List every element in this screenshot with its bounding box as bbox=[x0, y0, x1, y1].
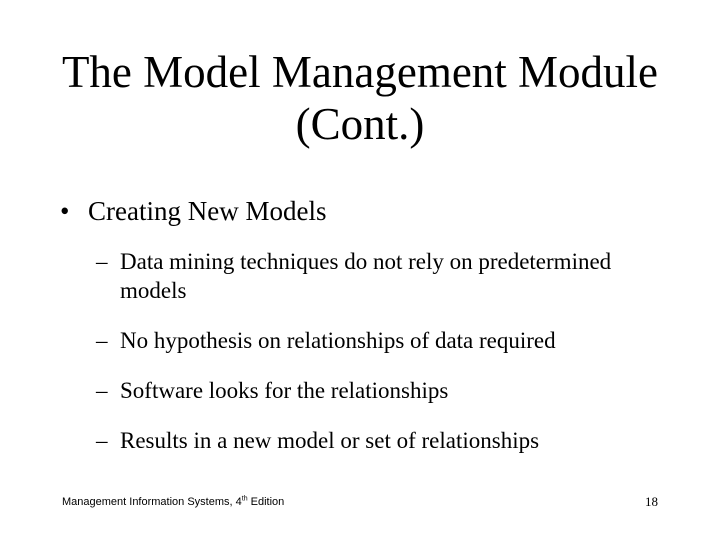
bullet-text: Creating New Models bbox=[88, 196, 327, 226]
sub-item-text: Data mining techniques do not rely on predetermined models bbox=[120, 249, 612, 303]
sub-item-marker: – bbox=[96, 378, 108, 403]
sub-item-text: No hypothesis on relationships of data required bbox=[120, 328, 556, 353]
footer-text-before: Management Information Systems, 4 bbox=[62, 496, 242, 508]
page-number: 18 bbox=[645, 494, 658, 509]
sub-item-text: Software looks for the relationships bbox=[120, 378, 449, 403]
footer-text-after: Edition bbox=[247, 496, 285, 508]
sub-item-marker: – bbox=[96, 428, 108, 453]
slide-title-line-1: The Model Management Module bbox=[61, 47, 659, 97]
slide-title bbox=[40, 46, 680, 150]
slide-title-line-2: (Cont.) bbox=[295, 99, 425, 149]
slide-footer bbox=[62, 495, 284, 509]
sub-item-marker: – bbox=[96, 249, 108, 274]
bullet-marker: • bbox=[60, 196, 70, 226]
footer-superscript: th bbox=[241, 495, 248, 503]
sub-item-marker: – bbox=[96, 328, 108, 353]
sub-item-text: Results in a new model or set of relationships bbox=[120, 428, 540, 453]
